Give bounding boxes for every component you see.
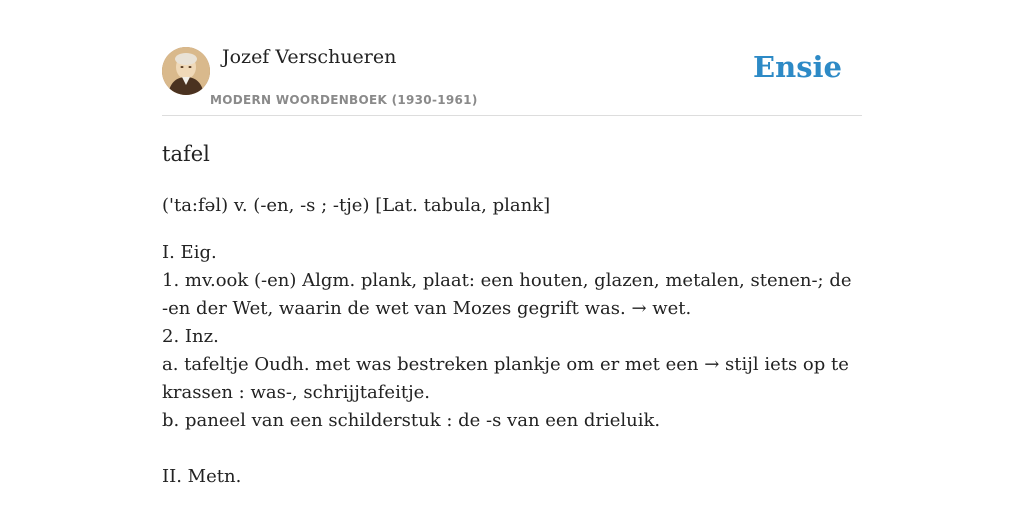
entry-definition <box>162 239 862 491</box>
definition-spacer <box>162 435 862 463</box>
definition-line: I. Eig. <box>162 242 217 263</box>
author-avatar[interactable] <box>162 47 210 95</box>
definition-line: a. tafeltje Oudh. met was bestreken plankje om er met een → stijl iets op te krassen : was-, schrijjtafeitje. <box>162 354 849 403</box>
definition-line: 2. Inz. <box>162 326 219 347</box>
definition-line <box>162 267 862 323</box>
author-name[interactable]: Jozef Verschueren <box>222 46 397 68</box>
definition-text: 1. mv.ook (-en) Algm. plank, plaat: een houten, glazen, metalen, stenen-; de -en der Wet, waarin de wet van Mozes gegrift was. → wet. <box>162 270 852 319</box>
page-container <box>162 0 862 487</box>
author-portrait-icon <box>162 47 210 95</box>
definition-line: II. Metn. <box>162 466 242 487</box>
site-logo[interactable]: Ensie <box>753 50 842 84</box>
entry-header <box>162 0 862 116</box>
source-label[interactable]: MODERN WOORDENBOEK (1930-1961) <box>210 93 478 107</box>
entry-etymology: ('ta:fəl) v. (-en, -s ; -tje) [Lat. tabula, plank] <box>162 195 551 216</box>
entry-title: tafel <box>162 142 210 166</box>
definition-line: b. paneel van een schilderstuk : de -s van een drieluik. <box>162 410 661 431</box>
